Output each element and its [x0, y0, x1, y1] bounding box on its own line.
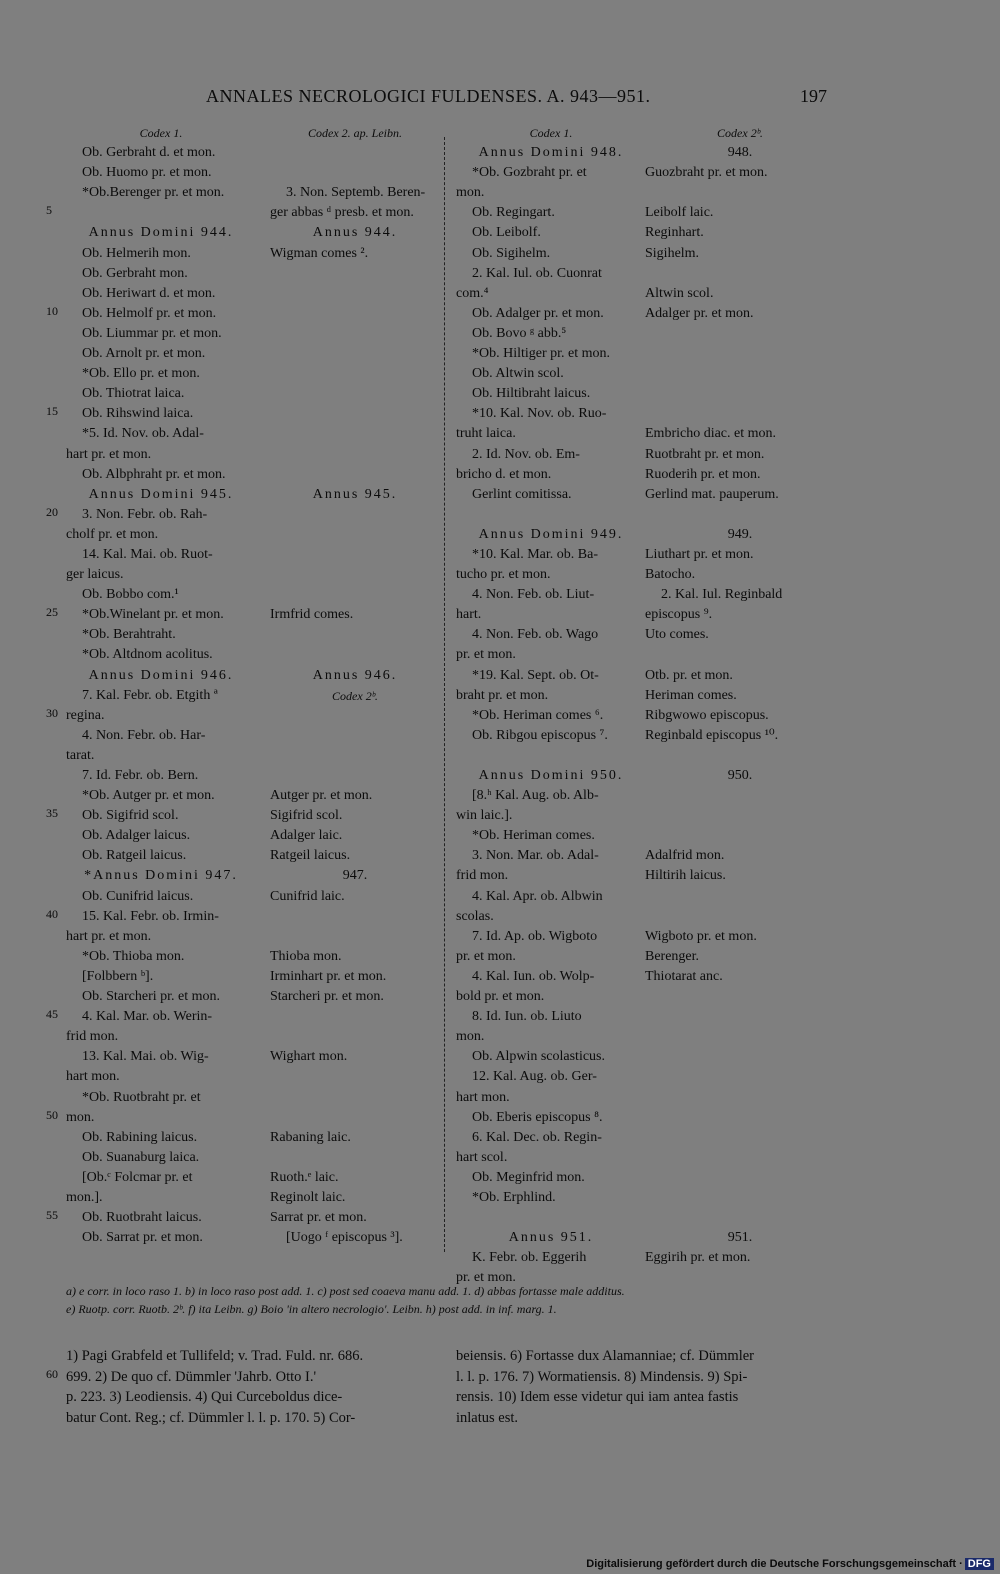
text-line: Ob. Gerbraht d. et mon. — [82, 145, 216, 161]
digitization-credit — [586, 1558, 994, 1570]
text-line — [645, 1168, 835, 1188]
text-line: 6. Kal. Dec. ob. Regin- — [472, 1129, 602, 1145]
text-line: ger abbas ᵈ presb. et mon. — [270, 205, 414, 221]
text-line: [Folbbern ᵇ]. — [82, 968, 154, 984]
text-line — [270, 404, 440, 424]
text-line — [645, 1067, 835, 1087]
text-line: Ob. Bobbo com.¹ — [82, 587, 179, 603]
text-line: Otb. pr. et mon. — [645, 667, 733, 683]
text-line: Ob. Adalger laicus. — [82, 828, 191, 844]
footnotes-right — [456, 1346, 836, 1428]
text-line — [645, 786, 835, 806]
text-line: Wigboto pr. et mon. — [645, 928, 757, 944]
text-line: Reginbald episcopus ¹⁰. — [645, 727, 779, 743]
note-line: e) Ruotp. corr. Ruotb. 2ᵇ. f) ita Leibn. g) Boio 'in altero necrologio'. Leibn. h) post add. in inf. marg. 1. — [66, 1302, 557, 1316]
text-line — [66, 203, 256, 223]
line-number: 30 — [46, 705, 58, 720]
text-line — [270, 746, 440, 766]
text-line: frid mon. — [456, 868, 509, 884]
text-line — [270, 766, 440, 786]
text-line: Codex 2. ap. Leibn. — [308, 126, 402, 140]
text-line: [Ob.ᶜ Folcmar pr. et — [82, 1169, 193, 1185]
text-line: *Ob.Berenger pr. et mon. — [82, 185, 225, 201]
text-line — [456, 505, 646, 525]
text-line — [645, 183, 835, 203]
text-line: Codex 1. — [529, 126, 573, 140]
text-line: truht laica. — [456, 426, 516, 442]
footnote-line: l. l. p. 176. 7) Wormatiensis. 8) Mindensis. 9) Spi- — [456, 1368, 748, 1385]
text-line — [645, 1148, 835, 1168]
text-line: 15. Kal. Febr. ob. Irmin- — [82, 908, 219, 924]
line-number: 15 — [46, 404, 58, 419]
text-line: 7. Kal. Febr. ob. Etgith ª — [82, 687, 218, 703]
text-line: Ob. Thiotrat laica. — [82, 386, 185, 402]
text-line — [456, 1208, 646, 1228]
text-line: tarat. — [66, 747, 95, 763]
text-line: 950. — [727, 768, 753, 783]
text-line: Annus Domini 948. — [478, 145, 624, 161]
line-number: 45 — [46, 1007, 58, 1022]
text-line: ger laicus. — [66, 567, 124, 583]
text-line: Annus Domini 944. — [88, 225, 234, 241]
text-line: Ob. Suanaburg laica. — [82, 1149, 200, 1165]
text-line: Annus 951. — [508, 1230, 594, 1246]
text-line — [645, 1188, 835, 1208]
text-line: Eggirih pr. et mon. — [645, 1250, 751, 1266]
text-line — [645, 806, 835, 826]
text-line: Ob. Huomo pr. et mon. — [82, 165, 212, 181]
text-line: Ob. Eberis episcopus ⁸. — [472, 1109, 603, 1125]
text-line — [270, 344, 440, 364]
text-line — [645, 746, 835, 766]
text-line — [270, 907, 440, 927]
text-line: 13. Kal. Mai. ob. Wig- — [82, 1049, 209, 1065]
text-line: 2. Kal. Iul. Reginbald — [661, 587, 783, 603]
text-line: *Ob. Ello pr. et mon. — [82, 366, 200, 382]
text-line: Codex 2ᵇ. — [717, 126, 763, 140]
text-line — [270, 143, 440, 163]
text-line: Gerlint comitissa. — [472, 486, 572, 502]
textual-notes — [66, 1282, 836, 1318]
text-line — [270, 465, 440, 485]
text-line — [645, 1027, 835, 1047]
text-line: [8.ʰ Kal. Aug. ob. Alb- — [472, 788, 599, 804]
text-line: Ob. Hiltibraht laicus. — [472, 386, 591, 402]
column-codex1-right — [456, 123, 646, 1288]
text-line: Annus 945. — [312, 486, 398, 502]
text-line: *19. Kal. Sept. ob. Ot- — [472, 667, 599, 683]
text-line — [645, 826, 835, 846]
text-line: Annus Domini 945. — [88, 486, 234, 502]
footnote-line: p. 223. 3) Leodiensis. 4) Qui Curceboldus dice- — [66, 1389, 343, 1405]
text-line: Ob. Rihswind laica. — [82, 406, 194, 422]
text-line: Annus 944. — [312, 225, 398, 241]
column-codex2-left — [270, 123, 440, 1248]
credit-text: Digitalisierung gefördert durch die Deutsche Forschungsgemeinschaft · — [586, 1558, 963, 1570]
text-line: Adalger laic. — [270, 828, 343, 844]
footnote-line: 1) Pagi Grabfeld et Tullifeld; v. Trad. Fuld. nr. 686. — [66, 1348, 364, 1364]
text-line — [270, 304, 440, 324]
text-line — [645, 505, 835, 525]
text-line: Ob. Cunifrid laicus. — [82, 888, 194, 904]
text-line: tucho pr. et mon. — [456, 567, 551, 583]
text-line: Leibolf laic. — [645, 205, 714, 221]
text-line — [645, 907, 835, 927]
text-line — [270, 264, 440, 284]
text-line: *Ob. Ruotbraht pr. et — [82, 1089, 201, 1105]
text-line: *Ob. Thioba mon. — [82, 948, 185, 964]
text-line: Reginhart. — [645, 225, 704, 241]
column-divider — [444, 137, 445, 1252]
text-line: Ob. Meginfrid mon. — [472, 1169, 585, 1185]
text-line: 948. — [727, 145, 753, 161]
text-line: Heriman comes. — [645, 687, 737, 703]
text-line — [270, 284, 440, 304]
text-line — [645, 1007, 835, 1027]
line-number: 35 — [46, 806, 58, 821]
text-line: Rabaning laic. — [270, 1129, 351, 1145]
text-line: Batocho. — [645, 567, 696, 583]
text-line: mon.]. — [66, 1189, 103, 1205]
text-line — [645, 324, 835, 344]
text-line — [270, 324, 440, 344]
text-line — [270, 1027, 440, 1047]
text-line: win laic.]. — [456, 808, 513, 824]
text-line: frid mon. — [66, 1029, 119, 1045]
text-line: K. Febr. ob. Eggerih — [472, 1250, 587, 1266]
text-line: 4. Non. Feb. ob. Wago — [472, 627, 599, 643]
text-line: Hiltirih laicus. — [645, 868, 726, 884]
line-number: 20 — [46, 504, 58, 519]
text-line: Liuthart pr. et mon. — [645, 546, 754, 562]
text-line — [645, 264, 835, 284]
text-line: 8. Id. Iun. ob. Liuto — [472, 1009, 582, 1025]
text-line: *Ob. Erphlind. — [472, 1189, 556, 1205]
text-line: hart. — [456, 607, 482, 623]
text-line: cholf pr. et mon. — [66, 526, 159, 542]
text-line — [270, 163, 440, 183]
line-number: 10 — [46, 303, 58, 318]
text-line: 7. Id. Febr. ob. Bern. — [82, 768, 199, 783]
text-line — [270, 927, 440, 947]
text-line: hart pr. et mon. — [66, 446, 152, 462]
text-line — [645, 1128, 835, 1148]
text-line: *5. Id. Nov. ob. Adal- — [82, 426, 204, 442]
text-line: hart pr. et mon. — [66, 928, 152, 944]
dfg-logo-icon: DFG — [965, 1558, 994, 1570]
text-line: *Ob. Autger pr. et mon. — [82, 788, 215, 804]
text-line: *10. Kal. Nov. ob. Ruo- — [472, 406, 607, 422]
text-line: Ribgwowo episcopus. — [645, 707, 769, 723]
line-number: 25 — [46, 605, 58, 620]
footnote-line: batur Cont. Reg.; cf. Dümmler l. l. p. 170. 5) Cor- — [66, 1409, 356, 1426]
text-line: Ob. Albphraht pr. et mon. — [82, 466, 226, 482]
text-line — [270, 1007, 440, 1027]
note-line: a) e corr. in loco raso 1. b) in loco raso post add. 1. c) post sed coaeva manu add. 1. d) abbas fortasse male additus. — [66, 1284, 625, 1298]
page-number: 197 — [800, 86, 827, 106]
text-line — [270, 505, 440, 525]
text-line: regina. — [66, 707, 105, 723]
footnote-line: inlatus est. — [456, 1409, 519, 1426]
text-line: pr. et mon. — [456, 647, 516, 663]
text-line: Sigihelm. — [645, 245, 700, 261]
text-line: *Ob. Altdnom acolitus. — [82, 647, 213, 663]
text-line: Ob. Sigifrid scol. — [82, 808, 179, 824]
text-line: 3. Non. Septemb. Beren- — [286, 185, 426, 201]
text-line: 3. Non. Febr. ob. Rah- — [82, 506, 208, 522]
text-line: 2. Id. Nov. ob. Em- — [472, 446, 580, 462]
text-line: hart mon. — [456, 1089, 510, 1105]
text-line: Annus Domini 946. — [88, 667, 234, 683]
text-line — [270, 424, 440, 444]
text-line: Ob. Starcheri pr. et mon. — [82, 989, 221, 1005]
text-line: Ob. Arnolt pr. et mon. — [82, 346, 206, 362]
text-line: Ob. Adalger pr. et mon. — [472, 305, 604, 321]
text-line: 949. — [727, 526, 753, 542]
text-line: Ob. Helmerih mon. — [82, 245, 191, 261]
text-line: episcopus ⁹. — [645, 607, 713, 623]
text-line — [270, 706, 440, 726]
text-line: Gerlind mat. pauperum. — [645, 486, 779, 502]
text-line: Autger pr. et mon. — [270, 788, 373, 804]
text-line: Ob. Sigihelm. — [472, 245, 551, 261]
text-line: pr. et mon. — [456, 948, 516, 964]
footnote-line: 699. 2) De quo cf. Dümmler 'Jahrb. Otto I.' — [66, 1368, 317, 1385]
text-line: 951. — [727, 1230, 753, 1246]
footnote-line-number: 60 — [46, 1367, 58, 1381]
text-line — [270, 585, 440, 605]
column-codex2-right — [645, 123, 835, 1268]
text-line: Codex 2ᵇ. — [332, 688, 378, 703]
text-line: Berenger. — [645, 948, 700, 964]
text-line: 947. — [342, 868, 368, 884]
text-line — [270, 625, 440, 645]
text-line: mon. — [66, 1109, 95, 1125]
text-line: Sigifrid scol. — [270, 808, 343, 824]
text-line: 7. Id. Ap. ob. Wigboto — [472, 928, 598, 944]
text-line: Wighart mon. — [270, 1049, 348, 1065]
text-line: Ob. Ribgou episcopus ⁷. — [472, 727, 608, 743]
text-line: Ob. Ratgeil laicus. — [82, 848, 187, 864]
text-line — [270, 384, 440, 404]
text-line: Ob. Ruotbraht laicus. — [82, 1210, 202, 1226]
text-line: *Ob.Winelant pr. et mon. — [82, 607, 224, 623]
text-line — [645, 364, 835, 384]
text-line: mon. — [456, 1029, 485, 1045]
text-line: Adalfrid mon. — [645, 848, 725, 864]
text-line — [270, 1088, 440, 1108]
text-line: Ruotbraht pr. et mon. — [645, 446, 765, 462]
text-line — [645, 987, 835, 1007]
text-line: Thioba mon. — [270, 948, 342, 964]
text-line: Ob. Altwin scol. — [472, 366, 564, 382]
line-number: 50 — [46, 1107, 58, 1122]
text-line: 12. Kal. Aug. ob. Ger- — [472, 1069, 597, 1085]
text-line: Annus 946. — [312, 667, 398, 683]
footnote-line: beiensis. 6) Fortasse dux Alamanniae; cf. Dümmler — [456, 1348, 754, 1364]
text-line: Ob. Gerbraht mon. — [82, 265, 188, 281]
text-line: Ruoth.ᵉ laic. — [270, 1169, 339, 1185]
text-line: 4. Kal. Mar. ob. Werin- — [82, 1009, 213, 1025]
text-line: 4. Kal. Apr. ob. Albwin — [472, 888, 603, 904]
text-line: 2. Kal. Iul. ob. Cuonrat — [472, 265, 602, 281]
line-number: 55 — [46, 1208, 58, 1223]
text-line: *Ob. Gozbraht pr. et — [472, 165, 587, 181]
text-line: Codex 1. — [139, 126, 183, 140]
text-line — [645, 384, 835, 404]
text-line: Guozbraht pr. et mon. — [645, 165, 768, 181]
text-line: Irminhart pr. et mon. — [270, 968, 387, 984]
text-line: *Ob. Heriman comes ⁶. — [472, 707, 604, 723]
text-line: *Annus Domini 947. — [84, 868, 238, 884]
text-line: Embricho diac. et mon. — [645, 426, 777, 442]
text-line — [645, 344, 835, 364]
text-line: *10. Kal. Mar. ob. Ba- — [472, 546, 598, 562]
column-codex1-left — [66, 123, 256, 1248]
text-line: Sarrat pr. et mon. — [270, 1210, 367, 1226]
text-line: [Uogo ᶠ episcopus ³]. — [286, 1230, 403, 1246]
line-number: 5 — [46, 203, 52, 218]
text-line: Ob. Helmolf pr. et mon. — [82, 305, 217, 321]
text-line: Annus Domini 949. — [478, 526, 624, 542]
text-line: *Ob. Hiltiger pr. et mon. — [472, 346, 611, 362]
text-line — [270, 525, 440, 545]
text-line: 4. Non. Feb. ob. Liut- — [472, 587, 595, 603]
text-line: Thiotarat anc. — [645, 968, 723, 984]
text-line — [270, 1108, 440, 1128]
text-line: Ruoderih pr. et mon. — [645, 466, 761, 482]
text-line: hart mon. — [66, 1069, 120, 1085]
text-line — [645, 1208, 835, 1228]
text-line: Ob. Alpwin scolasticus. — [472, 1049, 605, 1065]
text-line: Ob. Leibolf. — [472, 225, 541, 241]
text-line: bold pr. et mon. — [456, 989, 545, 1005]
text-line — [270, 726, 440, 746]
text-line: Altwin scol. — [645, 285, 714, 301]
text-line — [270, 1067, 440, 1087]
text-line — [645, 1108, 835, 1128]
text-line: 4. Kal. Iun. ob. Wolp- — [472, 968, 595, 984]
text-line — [270, 445, 440, 465]
text-line: 4. Non. Febr. ob. Har- — [82, 727, 206, 743]
footnotes-left — [66, 1346, 436, 1428]
text-line: Ob. Bovo ᵍ abb.⁵ — [472, 325, 567, 341]
text-line — [645, 1088, 835, 1108]
text-line — [270, 1148, 440, 1168]
text-line — [645, 404, 835, 424]
text-line: 3. Non. Mar. ob. Adal- — [472, 848, 599, 864]
text-line — [270, 364, 440, 384]
text-line: Reginolt laic. — [270, 1189, 346, 1205]
text-line — [270, 545, 440, 565]
text-line — [270, 565, 440, 585]
text-line — [645, 1047, 835, 1067]
text-line — [645, 887, 835, 907]
text-line: Cunifrid laic. — [270, 888, 345, 904]
text-line: Ratgeil laicus. — [270, 848, 351, 864]
text-line: Ob. Heriwart d. et mon. — [82, 285, 216, 301]
text-line: hart scol. — [456, 1149, 508, 1165]
text-line: Adalger pr. et mon. — [645, 305, 754, 321]
text-line: scolas. — [456, 908, 494, 924]
text-line — [645, 645, 835, 665]
text-line: mon. — [456, 185, 485, 201]
text-line: Irmfrid comes. — [270, 607, 354, 623]
text-line: Starcheri pr. et mon. — [270, 989, 384, 1005]
footnote-line: rensis. 10) Idem esse videtur qui iam antea fastis — [456, 1389, 739, 1405]
text-line: *Ob. Berahtraht. — [82, 627, 176, 643]
text-line: 14. Kal. Mai. ob. Ruot- — [82, 546, 213, 562]
text-line: bricho d. et mon. — [456, 466, 552, 482]
running-header: ANNALES NECROLOGICI FULDENSES. A. 943—951. — [206, 86, 651, 106]
text-line: Ob. Liummar pr. et mon. — [82, 325, 222, 341]
text-line — [456, 746, 646, 766]
text-line: Annus Domini 950. — [478, 768, 624, 783]
line-number: 40 — [46, 906, 58, 921]
text-line — [270, 645, 440, 665]
text-line: Ob. Rabining laicus. — [82, 1129, 198, 1145]
text-line: braht pr. et mon. — [456, 687, 549, 703]
text-line: Uto comes. — [645, 627, 709, 643]
text-line: com.⁴ — [456, 285, 489, 301]
text-line: *Ob. Heriman comes. — [472, 828, 595, 844]
text-line: Ob. Sarrat pr. et mon. — [82, 1230, 203, 1246]
text-line: pr. et mon. — [456, 1270, 516, 1286]
text-line: Ob. Regingart. — [472, 205, 555, 221]
text-line: Wigman comes ². — [270, 245, 369, 261]
